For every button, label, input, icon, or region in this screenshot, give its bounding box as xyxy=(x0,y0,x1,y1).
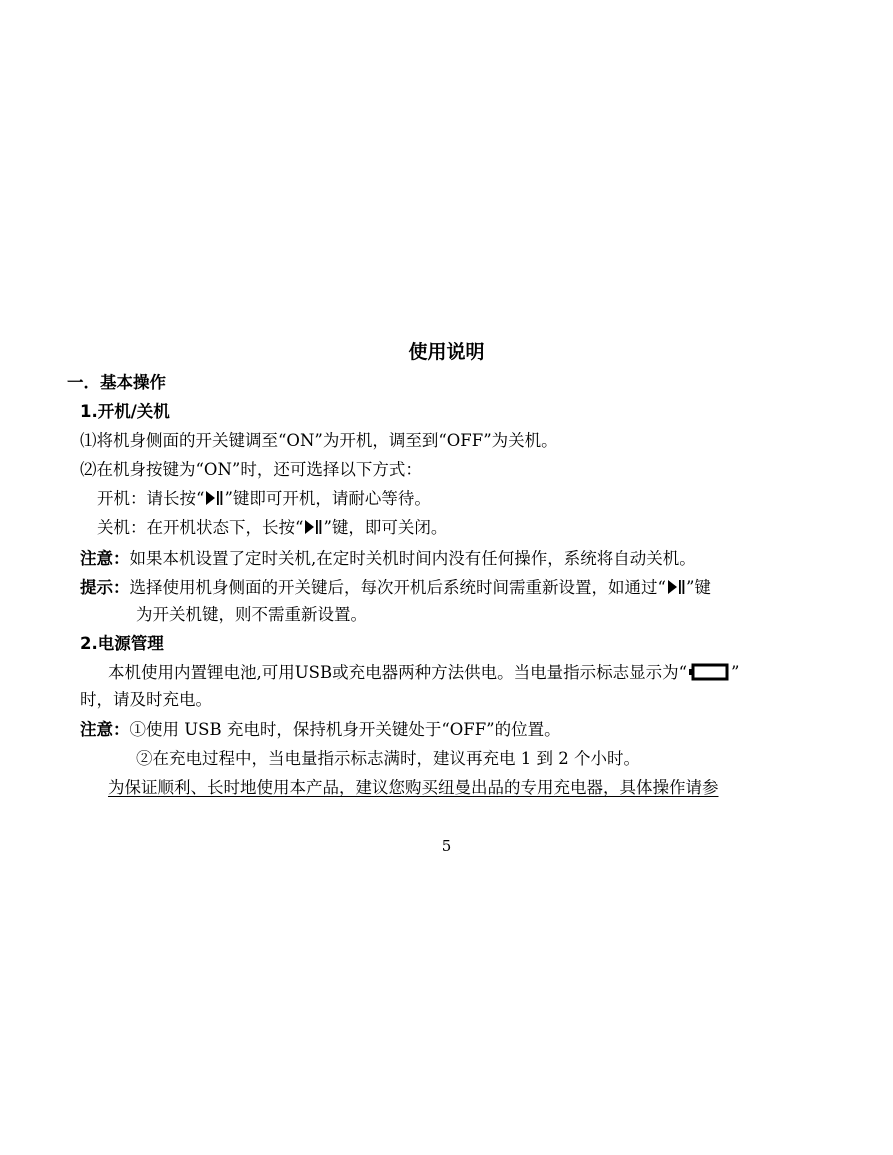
power-note xyxy=(80,549,696,569)
tip-label: 提示： xyxy=(80,578,130,597)
play-pause-icon xyxy=(304,519,322,540)
power-management-para-line-2: 时，请及时充电。 xyxy=(80,690,212,709)
note-label: 注意： xyxy=(80,720,130,739)
power-management-para-prefix: 本机使用内置锂电池,可用USB或充电器两种方法供电。当电量指示标志显示为“ xyxy=(108,663,688,682)
power-off-instruction xyxy=(97,518,447,540)
power-management-para-suffix: ” xyxy=(731,663,740,682)
power-item-2: ⑵在机身按键为“ON”时，还可选择以下方式： xyxy=(80,460,422,479)
power-management-paragraph xyxy=(108,663,739,686)
power-on-suffix: ”键即可开机，请耐心等待。 xyxy=(224,489,431,508)
battery-empty-icon xyxy=(689,663,729,686)
power-on-instruction xyxy=(97,489,431,511)
note-label: 注意： xyxy=(80,549,130,568)
tip-text-prefix: 选择使用机身侧面的开关键后，每次开机后系统时间需重新设置，如通过“ xyxy=(129,578,666,597)
power-off-suffix: ”键，即可关闭。 xyxy=(323,518,448,537)
page-title: 使用说明 xyxy=(408,341,485,363)
section-heading-basic-operation: 一．基本操作 xyxy=(67,373,166,392)
power-off-prefix: 关机：在开机状态下，长按“ xyxy=(97,518,304,537)
power-management-final-line: 为保证顺利、长时地使用本产品，建议您购买纽曼出品的专用充电器，具体操作请参 xyxy=(108,778,719,797)
note-1-text: ①使用 USB 充电时，保持机身开关键处于“OFF”的位置。 xyxy=(129,720,561,739)
power-item-1: ⑴将机身侧面的开关键调至“ON”为开机，调至到“OFF”为关机。 xyxy=(80,431,558,450)
note-text: 如果本机设置了定时关机,在定时关机时间内没有任何操作，系统将自动关机。 xyxy=(129,549,696,568)
page-number: 5 xyxy=(441,837,452,855)
power-management-note-1 xyxy=(80,720,561,740)
power-tip-line-2: 为开关机键，则不需重新设置。 xyxy=(136,605,367,624)
play-pause-icon xyxy=(205,490,223,511)
power-management-note-2: ②在充电过程中，当电量指示标志满时，建议再充电 1 到 2 个小时。 xyxy=(136,749,640,768)
power-tip xyxy=(80,578,711,600)
play-pause-icon xyxy=(667,579,685,600)
subsection-heading-power: 1.开机/关机 xyxy=(80,402,170,421)
power-on-prefix: 开机：请长按“ xyxy=(97,489,205,508)
tip-text-suffix: ”键 xyxy=(685,578,711,597)
subsection-heading-power-management: 2.电源管理 xyxy=(80,634,164,653)
